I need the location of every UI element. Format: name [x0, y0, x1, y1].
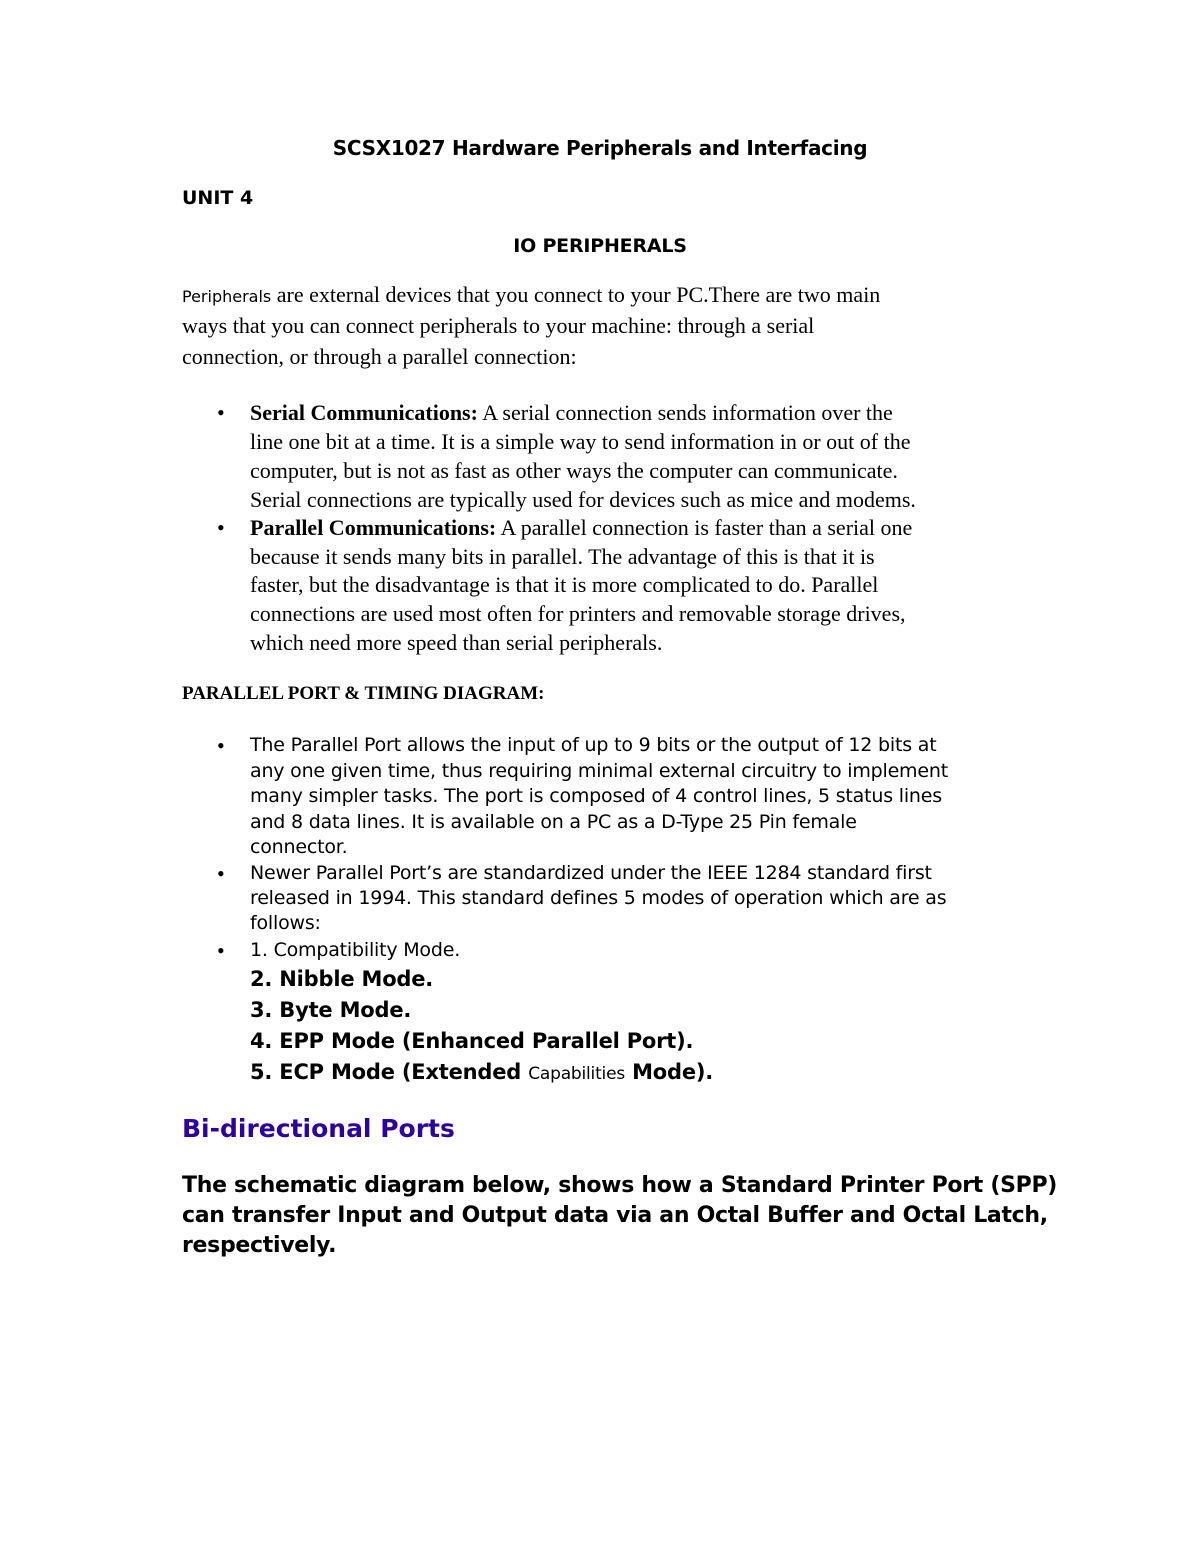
port-bullet-2-line-3: follows:: [250, 912, 321, 934]
port-bullet-1-line-3: many simpler tasks. The port is composed of 4 control lines, 5 status lines: [250, 785, 942, 807]
intro-line-1-text: are external devices that you connect to your PC.There are two main: [271, 282, 881, 307]
intro-lead-word: Peripherals: [182, 287, 272, 306]
mode-4-line: 4. EPP Mode (Enhanced Parallel Port).: [250, 1029, 694, 1053]
intro-paragraph-line-3: connection, or through a parallel connection:: [182, 344, 577, 369]
mode-5-part-c: Mode).: [624, 1060, 714, 1084]
schematic-line-2: can transfer Input and Output data via an Octal Buffer and Octal Latch,: [182, 1203, 1048, 1228]
mode-3-line: 3. Byte Mode.: [250, 998, 412, 1022]
serial-line-1-text: A serial connection sends information over the: [477, 400, 893, 425]
bullet-marker: •: [217, 400, 225, 425]
serial-label: Serial Communications:: [250, 400, 478, 425]
port-bullet-1-line-5: connector.: [250, 836, 348, 858]
port-bullet-2-line-2: released in 1994. This standard defines 5 modes of operation which are as: [250, 887, 947, 909]
port-bullet-2-line-1: Newer Parallel Port’s are standardized under the IEEE 1284 standard first: [250, 862, 932, 884]
port-bullet-1-line-4: and 8 data lines. It is available on a PC as a D-Type 25 Pin female: [250, 811, 857, 833]
port-bullet-1-line-1: The Parallel Port allows the input of up to 9 bits or the output of 12 bits at: [250, 734, 937, 756]
bullet-marker: •: [217, 733, 225, 758]
mode-5-part-b: Capabilities: [528, 1064, 625, 1084]
parallel-bullet-line-2: because it sends many bits in parallel. The advantage of this is that it is: [250, 544, 875, 569]
unit-label: UNIT 4: [182, 187, 254, 209]
parallel-label: Parallel Communications:: [250, 515, 497, 540]
section-heading: IO PERIPHERALS: [513, 235, 687, 257]
serial-bullet-line-1: [250, 400, 893, 426]
schematic-line-3: respectively.: [182, 1233, 337, 1258]
mode-5-line: [250, 1060, 713, 1084]
parallel-bullet-line-5: which need more speed than serial peripherals.: [250, 630, 663, 655]
parallel-bullet-line-3: faster, but the disadvantage is that it is more complicated to do. Parallel: [250, 572, 879, 597]
parallel-bullet-line-1: [250, 515, 912, 541]
serial-bullet-line-2: line one bit at a time. It is a simple way to send information in or out of the: [250, 429, 911, 454]
intro-paragraph-line-2: ways that you can connect peripherals to your machine: through a serial: [182, 313, 815, 338]
bidirectional-heading: Bi-directional Ports: [182, 1114, 455, 1143]
serial-bullet-line-3: computer, but is not as fast as other ways the computer can communicate.: [250, 458, 898, 483]
parallel-port-heading: PARALLEL PORT & TIMING DIAGRAM:: [182, 683, 545, 704]
mode-5-part-a: 5. ECP Mode (Extended: [250, 1060, 529, 1084]
mode-1-line: 1. Compatibility Mode.: [250, 939, 461, 961]
bullet-marker: •: [217, 938, 225, 963]
parallel-bullet-line-4: connections are used most often for printers and removable storage drives,: [250, 601, 906, 626]
schematic-line-1: The schematic diagram below, shows how a Standard Printer Port (SPP): [182, 1173, 1058, 1198]
bullet-marker: •: [217, 861, 225, 886]
mode-2-line: 2. Nibble Mode.: [250, 967, 434, 991]
serial-bullet-line-4: Serial connections are typically used for devices such as mice and modems.: [250, 487, 916, 512]
document-title: SCSX1027 Hardware Peripherals and Interfacing: [332, 136, 868, 160]
bullet-marker: •: [217, 515, 225, 540]
parallel-line-1-text: A parallel connection is faster than a serial one: [496, 515, 913, 540]
intro-paragraph-line-1: [182, 282, 880, 308]
port-bullet-1-line-2: any one given time, thus requiring minimal external circuitry to implement: [250, 760, 948, 782]
